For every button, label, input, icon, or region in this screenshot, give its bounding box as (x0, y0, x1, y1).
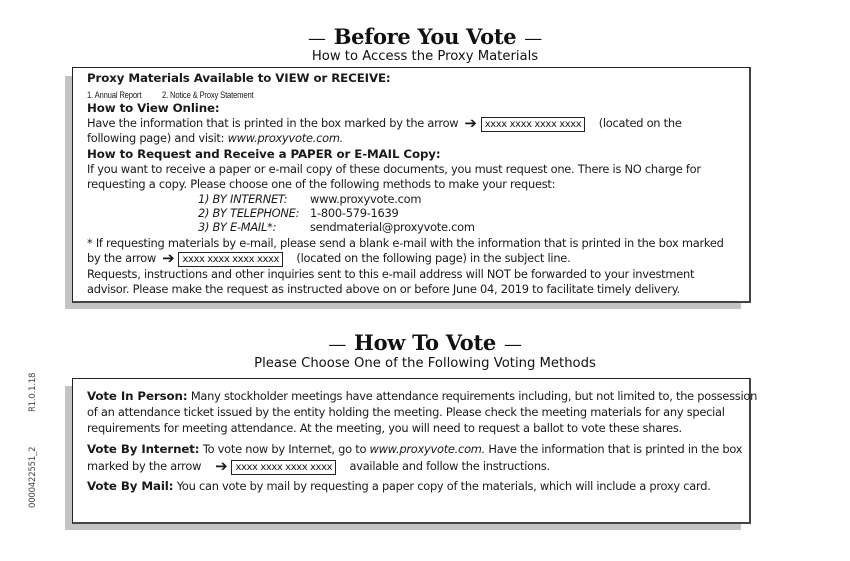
follow-instructions-text: available and follow the instructions. (349, 459, 550, 473)
method-telephone (198, 206, 399, 220)
control-number-box: xxxx xxxx xxxx xxxx (231, 460, 336, 475)
requests-note-2: advisor. Please make the request as instructed above on or before June 04, 2019 to facilitate timely delivery. (87, 282, 680, 296)
located-on-text: (located on the (598, 116, 682, 130)
request-heading: How to Request and Receive a PAPER or E-MAIL Copy: (87, 147, 441, 161)
method-label: 3) BY E-MAIL*: (198, 220, 277, 234)
before-you-vote-title (0, 24, 850, 49)
view-online-heading: How to View Online: (87, 101, 220, 115)
title-text: Before You Vote (333, 24, 517, 49)
vote-internet-line-2 (87, 459, 550, 475)
vote-in-person-label: Vote In Person: (87, 389, 188, 403)
subject-line-text: (located on the following page) in the subject line. (296, 251, 571, 265)
vote-internet-text: To vote now by Internet, go to (202, 442, 367, 456)
proxyvote-link[interactable]: www.proxyvote.com. (369, 442, 486, 456)
vote-mail-label: Vote By Mail: (87, 479, 174, 493)
proxyvote-link[interactable]: www.proxyvote.com. (227, 131, 344, 145)
arrow-right-icon: ➔ (464, 114, 477, 132)
title-dash-right: — (503, 334, 522, 355)
request-text-1: If you want to receive a paper or e-mail copy of these documents, you must request one. There is NO charge for (87, 162, 701, 176)
title-dash-right: — (524, 28, 542, 49)
method-value[interactable]: www.proxyvote.com (310, 192, 422, 206)
arrow-right-icon: ➔ (215, 457, 228, 475)
vote-in-person-text: Many stockholder meetings have attendance requirements including, but not limited to, the possession (190, 389, 758, 403)
before-you-vote-subtitle: How to Access the Proxy Materials (311, 49, 539, 64)
arrow-right-icon: ➔ (162, 249, 175, 267)
control-number-box: xxxx xxxx xxxx xxxx (481, 117, 586, 132)
vote-mail-text: You can vote by mail by requesting a paper copy of the materials, which will include a proxy card. (176, 479, 711, 493)
voting-methods-box (72, 378, 758, 524)
email-note-2 (87, 251, 570, 267)
vote-mail-line (87, 479, 711, 493)
vote-in-person-line-3: requirements for meeting attendance. At the meeting, you will need to request a ballot to vote these shares. (87, 421, 682, 435)
vote-internet-line-1 (87, 442, 742, 456)
view-online-text: Have the information that is printed in the box marked by the arrow (87, 116, 459, 130)
document-id-code: 0000422551_2 (28, 446, 38, 508)
by-the-arrow-text: by the arrow (87, 251, 157, 265)
vote-internet-label: Vote By Internet: (87, 442, 200, 456)
proxy-materials-box (72, 67, 751, 303)
how-to-vote-title (0, 330, 850, 355)
vote-in-person-line-1 (87, 389, 757, 403)
method-value: 1-800-579-1639 (310, 206, 399, 220)
request-text-2: requesting a copy. Please choose one of the following methods to make your request: (87, 177, 556, 191)
following-page-text: following page) and visit: (87, 131, 225, 145)
how-to-vote-subtitle: Please Choose One of the Following Voting Methods (254, 356, 596, 371)
materials-heading: Proxy Materials Available to VIEW or RECEIVE: (87, 71, 391, 85)
view-online-line-2 (87, 131, 343, 145)
view-online-line-1 (87, 116, 682, 132)
email-note-1: * If requesting materials by e-mail, please send a blank e-mail with the information that is printed in the box marked (87, 236, 724, 250)
vote-in-person-line-2: of an attendance ticket issued by the entity holding the meeting. Please check the meeting materials for any special (87, 405, 725, 419)
materials-list (87, 87, 270, 102)
requests-note-1: Requests, instructions and other inquiries sent to this e-mail address will NOT be forwarded to your investment (87, 267, 695, 281)
method-label: 1) BY INTERNET: (198, 192, 288, 206)
marked-by-arrow-text: marked by the arrow (87, 459, 202, 473)
vote-internet-text-2: Have the information that is printed in the box (488, 442, 743, 456)
material-annual-report: 1. Annual Report (87, 90, 142, 100)
method-label: 2) BY TELEPHONE: (198, 206, 300, 220)
method-email (198, 220, 475, 234)
title-dash-left: — (308, 28, 326, 49)
method-internet (198, 192, 421, 206)
control-number-box: xxxx xxxx xxxx xxxx (178, 252, 283, 267)
title-dash-left: — (328, 334, 347, 355)
title-text: How To Vote (354, 330, 496, 355)
material-notice-proxy: 2. Notice & Proxy Statement (162, 90, 254, 100)
revision-code: R1.0.1.18 (28, 372, 38, 412)
method-value[interactable]: sendmaterial@proxyvote.com (310, 220, 475, 234)
